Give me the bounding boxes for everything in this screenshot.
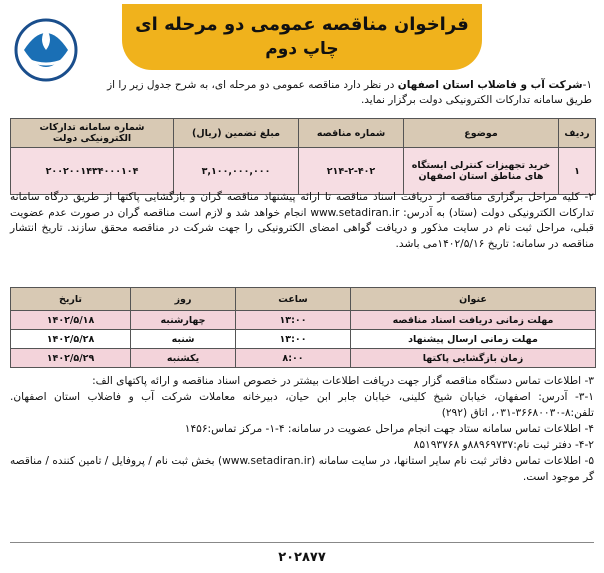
section-3-contact-info	[10, 373, 594, 485]
cell-day: یکشنبه	[131, 349, 236, 368]
cell-date: ۱۴۰۲/۵/۲۹	[11, 349, 131, 368]
cell-day: چهارشنبه	[131, 311, 236, 330]
cell-date: ۱۴۰۲/۵/۲۸	[11, 330, 131, 349]
divider	[10, 542, 594, 543]
contact-line: ۵- اطلاعات تماس دفاتر ثبت نام سایر استانها، در سایت سامانه (www.setadiran.ir) بخش ثبت نام / پروفایل / تامین کننده / مناقصه گر موجود است.	[10, 455, 595, 483]
cell-time: ۱۳:۰۰	[236, 311, 351, 330]
notice-title: فراخوان مناقصه عمومی دو مرحله ای	[135, 14, 469, 35]
cell-tender-number: ۲۱۴-۲-۴۰۲	[299, 148, 404, 195]
intro-company: شرکت آب و فاضلاب استان اصفهان	[397, 79, 583, 91]
cell-subject: خرید تجهیزات کنترلی ایستگاه های مناطق استان اصفهان	[404, 148, 559, 195]
cell-date: ۱۴۰۲/۵/۱۸	[11, 311, 131, 330]
contact-line: ۳- اطلاعات تماس دستگاه مناقصه گزار جهت دریافت اطلاعات بیشتر در خصوص اسناد مناقصه و ارائه پاکتهای الف:	[92, 375, 594, 387]
col-tender-number: شماره مناقصه	[299, 119, 404, 148]
cell-day: شنبه	[131, 330, 236, 349]
company-logo-icon	[6, 14, 96, 102]
cell-setad-number: ۲۰۰۲۰۰۱۴۳۴۰۰۰۱۰۴	[11, 148, 174, 195]
table-row	[11, 330, 596, 349]
cell-title: مهلت زمانی دریافت اسناد مناقصه	[351, 311, 596, 330]
schedule-table	[10, 287, 596, 368]
tender-table-header	[11, 119, 596, 148]
col-title: عنوان	[351, 288, 596, 311]
cell-title: زمان بازگشایی پاکتها	[351, 349, 596, 368]
cell-time: ۸:۰۰	[236, 349, 351, 368]
table-row	[11, 311, 596, 330]
col-index: ردیف	[559, 119, 596, 148]
cell-index: ۱	[559, 148, 596, 195]
schedule-table-header	[11, 288, 596, 311]
col-guarantee: مبلغ تضمین (ریال)	[174, 119, 299, 148]
table-row	[11, 349, 596, 368]
cell-title: مهلت زمانی ارسال پیشنهاد	[351, 330, 596, 349]
cell-guarantee: ۳,۱۰۰,۰۰۰,۰۰۰	[174, 148, 299, 195]
intro-prefix: ۱-	[582, 79, 592, 91]
notice-subtitle: چاپ دوم	[265, 39, 339, 59]
notice-title-banner	[122, 4, 482, 70]
table-row	[11, 148, 596, 195]
col-time: ساعت	[236, 288, 351, 311]
contact-line: ۴- اطلاعات تماس سامانه ستاد جهت انجام مراحل عضویت در سامانه: ۴-۱- مرکز تماس:۱۴۵۶	[184, 423, 594, 435]
tender-table	[10, 118, 596, 195]
col-day: روز	[131, 288, 236, 311]
cell-time: ۱۳:۰۰	[236, 330, 351, 349]
col-date: تاریخ	[11, 288, 131, 311]
notice-code: ۲۰۲۸۷۷	[278, 550, 326, 565]
intro-paragraph	[92, 78, 592, 108]
intro-text: در نظر دارد مناقصه عمومی دو مرحله ای، به شرح جدول زیر را از طریق سامانه تدارکات الکترونیکی دولت برگزار نماید.	[107, 79, 592, 106]
contact-line: ۳-۱- آدرس: اصفهان، خیابان شیخ کلینی، خیابان جابر ابن حیان، دبیرخانه معاملات شرکت آب و فاضلاب استان اصفهان. تلفن:۸-۳۶۶۸۰۰۳۰-۰۳۱، اتاق (۲۹۲)	[10, 391, 594, 419]
col-subject: موضوع	[404, 119, 559, 148]
col-setad-number: شماره سامانه تدارکات الکترونیکی دولت	[11, 119, 174, 148]
contact-line: ۴-۲- دفتر ثبت نام:۸۸۹۶۹۷۳۷و ۸۵۱۹۳۷۶۸	[413, 439, 594, 451]
section-2-paragraph: ۲- کلیه مراحل برگزاری مناقصه از دریافت اسناد مناقصه تا ارائه پیشنهاد مناقصه گران و بازگشایی پاکتها از طریق درگاه سامانه تدارکات الکترونیکی دولت (ستاد) به آدرس: www.setadiran.ir انجام خواهد شد و لازم است مناقصه گران در صورت عدم عضویت قبلی، مراحل ثبت نام در سایت مذکور و دریافت گواهی امضای الکترونیکی را جهت شرکت در مناقصه محقق سازند. تاریخ انتشار مناقصه در سامانه: تاریخ ۱۴۰۲/۵/۱۶می باشد.	[10, 191, 594, 250]
